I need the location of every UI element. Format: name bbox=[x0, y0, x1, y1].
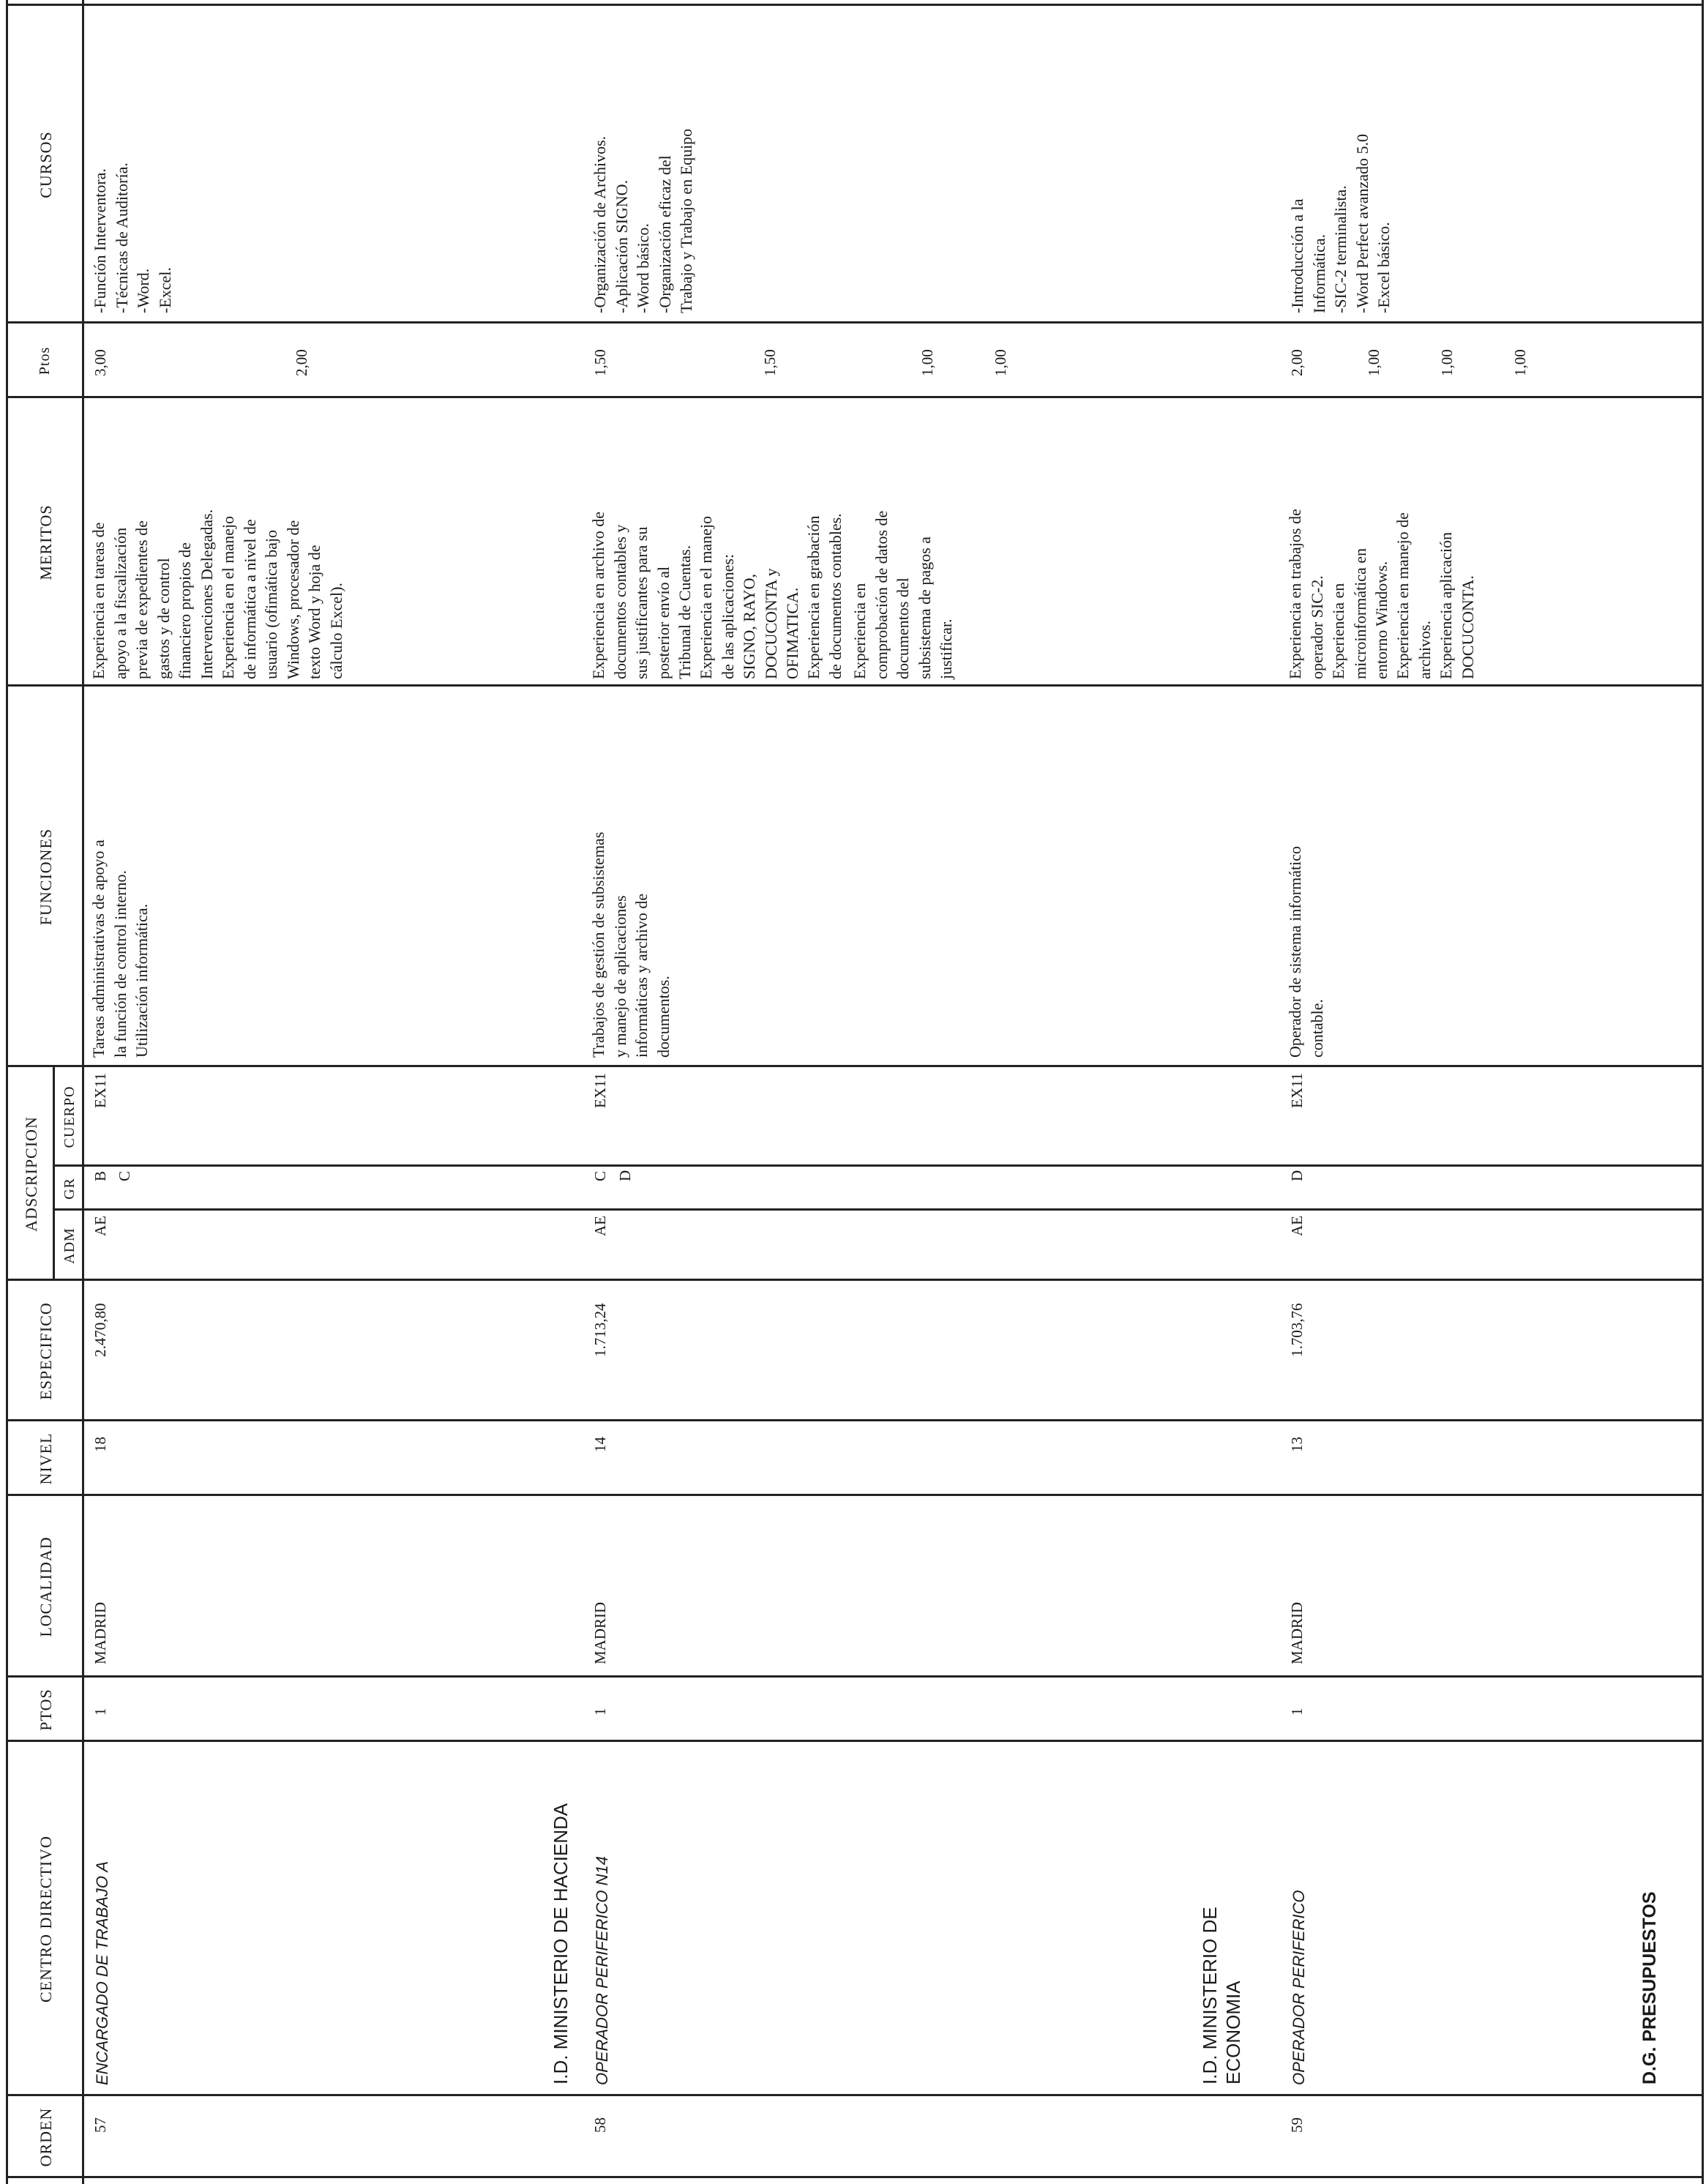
header-localidad: LOCALIDAD bbox=[37, 1536, 55, 1637]
row-58-puesto: OPERADOR PERIFERICO N14 bbox=[593, 1856, 611, 2085]
row-57-funciones: Tareas administrativas de apoyo a la función de control interno. Utilización informática. bbox=[89, 839, 151, 1058]
row-57-orden: 57 bbox=[91, 2117, 109, 2133]
row-59-merito-3-pts: 1,00 bbox=[1438, 349, 1456, 376]
row-58-merito-2: Experiencia en el manejo de las aplicaciones: SIGNO, RAYO, DOCUCONTA y OFIMATICA. bbox=[697, 516, 801, 679]
row-57-gr-2: C bbox=[116, 1170, 133, 1181]
col-border bbox=[6, 2094, 1704, 2096]
row-59-centro-header: I.D. MINISTERIO DE ECONOMIA bbox=[1199, 1907, 1244, 2084]
row-57-merito-2: Experiencia en el manejo de informática a nivel de usuario (ofimática bajo Windows, procesador de texto Word y hoja de cálculo Excel). bbox=[219, 516, 345, 679]
section-header-dg-presupuestos: D.G. PRESUPUESTOS bbox=[1639, 1891, 1660, 2084]
row-58-especifico: 1.713,24 bbox=[591, 1303, 609, 1357]
row-58-merito-2-pts: 1,50 bbox=[761, 349, 779, 376]
row-59-localidad: MADRID bbox=[1288, 1601, 1306, 1664]
row-59-puesto: OPERADOR PERIFERICO bbox=[1290, 1890, 1308, 2085]
header-ptos-meritos: Ptos bbox=[37, 346, 53, 375]
row-59-merito-1: Experiencia en trabajos de operador SIC-2. bbox=[1286, 509, 1326, 679]
row-57-merito-1: Experiencia en tareas de apoyo a la fiscalización previa de expedientes de gastos y de control financiero propios de Intervenciones Delegadas. bbox=[89, 509, 216, 679]
row-59-orden: 59 bbox=[1288, 2117, 1306, 2133]
header-centro-directivo: CENTRO DIRECTIVO bbox=[37, 1835, 55, 2003]
row-57-ptos: 1 bbox=[91, 1708, 109, 1716]
row-59-cuerpo: EX11 bbox=[1288, 1072, 1306, 1108]
row-58-merito-4: Experiencia en comprobación de datos de documentos del subsistema de pagos a justificar. bbox=[850, 510, 955, 679]
row-58-cuerpo: EX11 bbox=[591, 1072, 609, 1108]
header-bottom-border bbox=[82, 0, 84, 2184]
col-border bbox=[6, 396, 1704, 398]
header-cursos: CURSOS bbox=[37, 131, 55, 198]
row-59-merito-4-pts: 1,00 bbox=[1511, 349, 1529, 376]
row-59-especifico: 1.703,76 bbox=[1288, 1303, 1306, 1357]
table-top-border bbox=[6, 0, 8, 2184]
row-58-funciones: Trabajos de gestión de subsistemas y manejo de aplicaciones informáticas y archivo de documentos. bbox=[589, 831, 673, 1058]
row-58-cursos: -Organización de Archivos. -Aplicación SIGNO. -Word básico. -Organización eficaz del Trabajo y Trabajo en Equipo bbox=[591, 128, 695, 313]
table-bottom-border bbox=[1702, 0, 1704, 2184]
header-gr: GR bbox=[61, 1178, 78, 1200]
col-border bbox=[6, 684, 1704, 687]
col-border bbox=[53, 1164, 1704, 1167]
row-59-merito-2: Experiencia en microinformática en entorno Windows. bbox=[1329, 548, 1391, 679]
row-58-merito-3: Experiencia en grabación de documentos contables. bbox=[804, 513, 845, 679]
row-57-adm: AE bbox=[91, 1216, 109, 1236]
header-cuerpo: CUERPO bbox=[61, 1085, 78, 1148]
row-57-especifico: 2.470,80 bbox=[91, 1303, 109, 1357]
row-58-ptos: 1 bbox=[591, 1708, 609, 1716]
row-58-merito-4-pts: 1,00 bbox=[992, 349, 1009, 376]
row-58-gr-2: D bbox=[616, 1170, 634, 1181]
col-border bbox=[6, 1065, 1704, 1067]
col-border bbox=[6, 2176, 1704, 2178]
row-57-cuerpo: EX11 bbox=[91, 1072, 109, 1108]
row-57-merito-2-pts: 2,00 bbox=[293, 349, 310, 376]
row-59-merito-3: Experiencia en manejo de archivos. bbox=[1393, 512, 1434, 679]
row-58-merito-1-pts: 1,50 bbox=[591, 349, 609, 376]
adscripcion-sub-border bbox=[53, 1067, 55, 1281]
row-57-nivel: 18 bbox=[91, 1437, 109, 1452]
row-58-orden: 58 bbox=[591, 2117, 609, 2133]
row-58-centro-header: I.D. MINISTERIO DE HACIENDA bbox=[550, 1803, 572, 2084]
row-59-adm: AE bbox=[1288, 1216, 1306, 1236]
header-meritos: MERITOS bbox=[37, 504, 55, 580]
row-59-merito-4: Experiencia aplicación DOCUCONTA. bbox=[1437, 532, 1477, 679]
row-57-merito-1-pts: 3,00 bbox=[91, 349, 109, 376]
header-orden: ORDEN bbox=[37, 2107, 55, 2167]
row-58-nivel: 14 bbox=[591, 1437, 609, 1452]
row-59-merito-2-pts: 1,00 bbox=[1365, 349, 1383, 376]
col-border bbox=[6, 4, 1704, 6]
col-border bbox=[6, 321, 1704, 324]
header-adm: ADM bbox=[61, 1227, 78, 1264]
col-border bbox=[6, 1675, 1704, 1678]
col-border bbox=[6, 1419, 1704, 1421]
header-nivel: NIVEL bbox=[37, 1432, 55, 1485]
row-58-gr-1: C bbox=[591, 1170, 609, 1181]
col-border bbox=[53, 1208, 1704, 1211]
row-57-puesto: ENCARGADO DE TRABAJO A bbox=[93, 1860, 111, 2085]
row-57-gr-1: B bbox=[91, 1170, 109, 1181]
row-59-funciones: Operador de sistema informático contable. bbox=[1286, 846, 1326, 1058]
row-59-cursos: -Introducción a la Informática. -SIC-2 terminalista. -Word Perfect avanzado 5.0 -Excel básico. bbox=[1288, 133, 1393, 313]
row-59-ptos: 1 bbox=[1288, 1708, 1306, 1716]
header-ptos: PTOS bbox=[37, 1689, 55, 1731]
row-58-merito-3-pts: 1,00 bbox=[919, 349, 936, 376]
col-border bbox=[6, 1494, 1704, 1496]
row-58-merito-1: Experiencia en archivo de documentos contables y sus justificantes para su posterior envío al Tribunal de Cuentas. bbox=[589, 511, 694, 679]
row-59-gr-1: D bbox=[1288, 1170, 1306, 1181]
header-funciones: FUNCIONES bbox=[37, 828, 55, 926]
col-border bbox=[6, 1279, 1704, 1281]
row-59-merito-1-pts: 2,00 bbox=[1288, 349, 1306, 376]
col-border bbox=[6, 1740, 1704, 1742]
row-58-localidad: MADRID bbox=[591, 1601, 609, 1664]
header-especifico: ESPECIFICO bbox=[37, 1302, 55, 1400]
row-58-adm: AE bbox=[591, 1216, 609, 1236]
row-57-localidad: MADRID bbox=[91, 1601, 109, 1664]
row-59-nivel: 13 bbox=[1288, 1437, 1306, 1452]
row-57-cursos: -Función Interventora. -Técnicas de Auditoría. -Word. -Excel. bbox=[91, 162, 174, 313]
header-adscripcion: ADSCRIPCION bbox=[22, 1116, 40, 1232]
